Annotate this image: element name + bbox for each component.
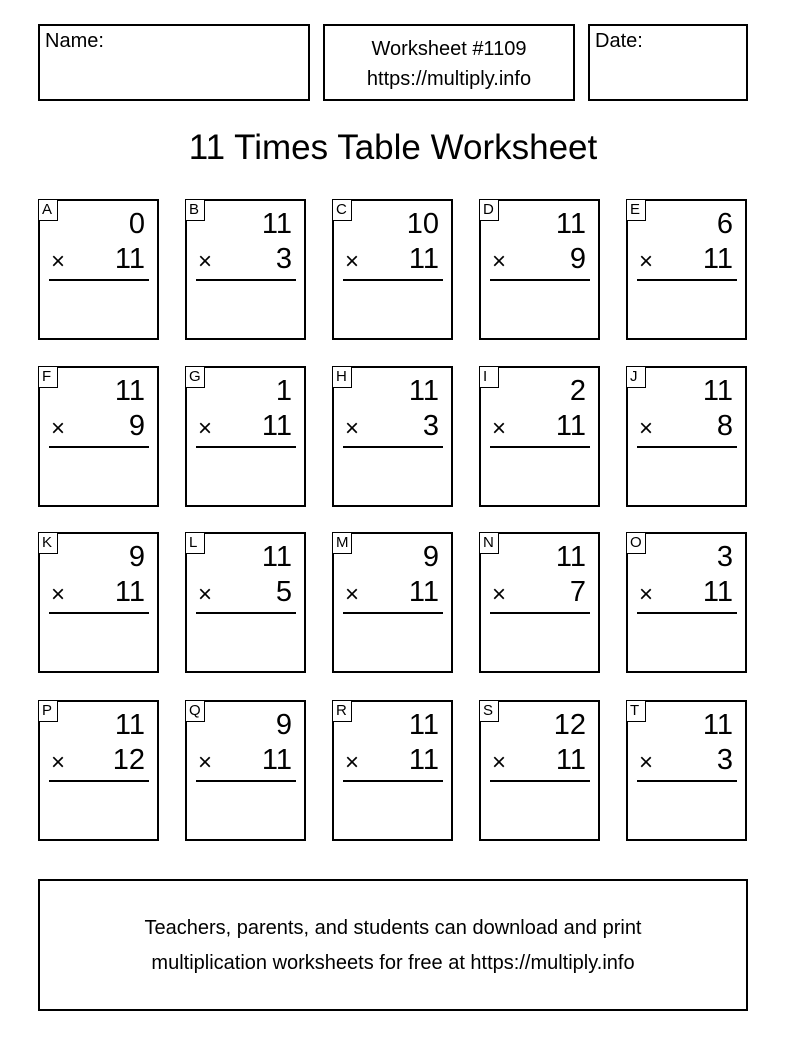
- problem-letter: G: [185, 366, 205, 388]
- answer-rule: [343, 279, 443, 281]
- times-sign: ×: [492, 581, 507, 608]
- footer-line-2: multiplication worksheets for free at https://multiply.info: [151, 952, 635, 974]
- times-sign: ×: [639, 581, 654, 608]
- answer-rule: [49, 279, 149, 281]
- times-sign: ×: [492, 415, 507, 442]
- problem-letter: I: [479, 366, 499, 388]
- problem-card: [479, 199, 600, 340]
- problem-card: [38, 199, 159, 340]
- multiplier: 9: [128, 410, 145, 442]
- times-sign: ×: [198, 248, 213, 275]
- multiplier: 11: [408, 243, 439, 275]
- problem-letter: M: [332, 532, 352, 554]
- times-sign: ×: [639, 749, 654, 776]
- multiplicand: 12: [553, 709, 586, 741]
- answer-rule: [196, 780, 296, 782]
- answer-rule: [343, 446, 443, 448]
- multiplier: 11: [702, 576, 733, 608]
- multiplier: 11: [555, 410, 586, 442]
- answer-rule: [490, 279, 590, 281]
- answer-rule: [490, 780, 590, 782]
- problem-card: [38, 366, 159, 507]
- times-sign: ×: [345, 749, 360, 776]
- problem-letter: C: [332, 199, 352, 221]
- times-sign: ×: [345, 415, 360, 442]
- problem-letter: P: [38, 700, 58, 722]
- problem-card: [479, 366, 600, 507]
- problem-card: [38, 700, 159, 841]
- multiplier: 11: [261, 744, 292, 776]
- footer-box: [38, 879, 748, 1011]
- problem-letter: A: [38, 199, 58, 221]
- times-sign: ×: [198, 581, 213, 608]
- times-sign: ×: [345, 581, 360, 608]
- multiplier: 5: [275, 576, 292, 608]
- multiplier: 3: [716, 744, 733, 776]
- multiplicand: 11: [702, 375, 733, 407]
- multiplier: 3: [422, 410, 439, 442]
- problem-letter: N: [479, 532, 499, 554]
- problem-letter: Q: [185, 700, 205, 722]
- problem-card: [38, 532, 159, 673]
- multiplier: 7: [569, 576, 586, 608]
- times-sign: ×: [345, 248, 360, 275]
- answer-rule: [637, 780, 737, 782]
- multiplicand: 11: [114, 709, 145, 741]
- multiplier: 8: [716, 410, 733, 442]
- date-label: Date:: [595, 30, 643, 52]
- problem-card: [332, 700, 453, 841]
- multiplier: 11: [555, 744, 586, 776]
- problem-card: [626, 532, 747, 673]
- times-sign: ×: [639, 248, 654, 275]
- times-sign: ×: [51, 248, 66, 275]
- name-label: Name:: [45, 30, 104, 52]
- problem-letter: D: [479, 199, 499, 221]
- multiplicand: 9: [422, 541, 439, 573]
- footer-line-1: Teachers, parents, and students can download and print: [144, 917, 642, 939]
- multiplicand: 11: [555, 208, 586, 240]
- multiplier: 11: [702, 243, 733, 275]
- multiplicand: 6: [716, 208, 733, 240]
- multiplicand: 11: [702, 709, 733, 741]
- problem-card: [332, 199, 453, 340]
- multiplier: 11: [408, 744, 439, 776]
- multiplier: 12: [112, 744, 145, 776]
- answer-rule: [490, 446, 590, 448]
- answer-rule: [343, 612, 443, 614]
- problem-card: [626, 366, 747, 507]
- problem-letter: B: [185, 199, 205, 221]
- multiplicand: 11: [408, 375, 439, 407]
- multiplicand: 10: [406, 208, 439, 240]
- multiplier: 11: [114, 243, 145, 275]
- problem-letter: L: [185, 532, 205, 554]
- problem-letter: S: [479, 700, 499, 722]
- problem-letter: T: [626, 700, 646, 722]
- answer-rule: [196, 279, 296, 281]
- problem-card: [626, 700, 747, 841]
- problem-card: [185, 366, 306, 507]
- problem-card: [332, 532, 453, 673]
- multiplicand: 11: [114, 375, 145, 407]
- multiplier: 3: [275, 243, 292, 275]
- site-url: https://multiply.info: [366, 68, 532, 90]
- problem-card: [626, 199, 747, 340]
- answer-rule: [49, 780, 149, 782]
- multiplicand: 9: [275, 709, 292, 741]
- multiplier: 11: [408, 576, 439, 608]
- problem-letter: J: [626, 366, 646, 388]
- problem-letter: K: [38, 532, 58, 554]
- answer-rule: [637, 612, 737, 614]
- problem-card: [332, 366, 453, 507]
- times-sign: ×: [639, 415, 654, 442]
- answer-rule: [637, 446, 737, 448]
- multiplicand: 11: [261, 541, 292, 573]
- multiplier: 11: [114, 576, 145, 608]
- answer-rule: [637, 279, 737, 281]
- answer-rule: [490, 612, 590, 614]
- times-sign: ×: [492, 248, 507, 275]
- answer-rule: [49, 446, 149, 448]
- problem-card: [185, 199, 306, 340]
- problem-letter: E: [626, 199, 646, 221]
- answer-rule: [343, 780, 443, 782]
- multiplicand: 1: [275, 375, 292, 407]
- multiplicand: 11: [261, 208, 292, 240]
- times-sign: ×: [51, 581, 66, 608]
- multiplier: 11: [261, 410, 292, 442]
- multiplicand: 11: [408, 709, 439, 741]
- answer-rule: [49, 612, 149, 614]
- times-sign: ×: [198, 749, 213, 776]
- multiplicand: 3: [716, 541, 733, 573]
- times-sign: ×: [198, 415, 213, 442]
- multiplicand: 2: [569, 375, 586, 407]
- name-field-box: [38, 24, 310, 101]
- problem-card: [479, 532, 600, 673]
- multiplicand: 9: [128, 541, 145, 573]
- multiplicand: 0: [128, 208, 145, 240]
- times-sign: ×: [51, 415, 66, 442]
- answer-rule: [196, 446, 296, 448]
- problem-letter: R: [332, 700, 352, 722]
- multiplier: 9: [569, 243, 586, 275]
- problem-letter: F: [38, 366, 58, 388]
- problem-card: [479, 700, 600, 841]
- problem-letter: H: [332, 366, 352, 388]
- problem-letter: O: [626, 532, 646, 554]
- worksheet-number: Worksheet #1109: [371, 38, 527, 60]
- answer-rule: [196, 612, 296, 614]
- times-sign: ×: [492, 749, 507, 776]
- worksheet-info-box: [323, 24, 575, 101]
- problem-card: [185, 700, 306, 841]
- date-field-box: [588, 24, 748, 101]
- problem-card: [185, 532, 306, 673]
- page-title: 11 Times Table Worksheet: [188, 128, 598, 167]
- multiplicand: 11: [555, 541, 586, 573]
- times-sign: ×: [51, 749, 66, 776]
